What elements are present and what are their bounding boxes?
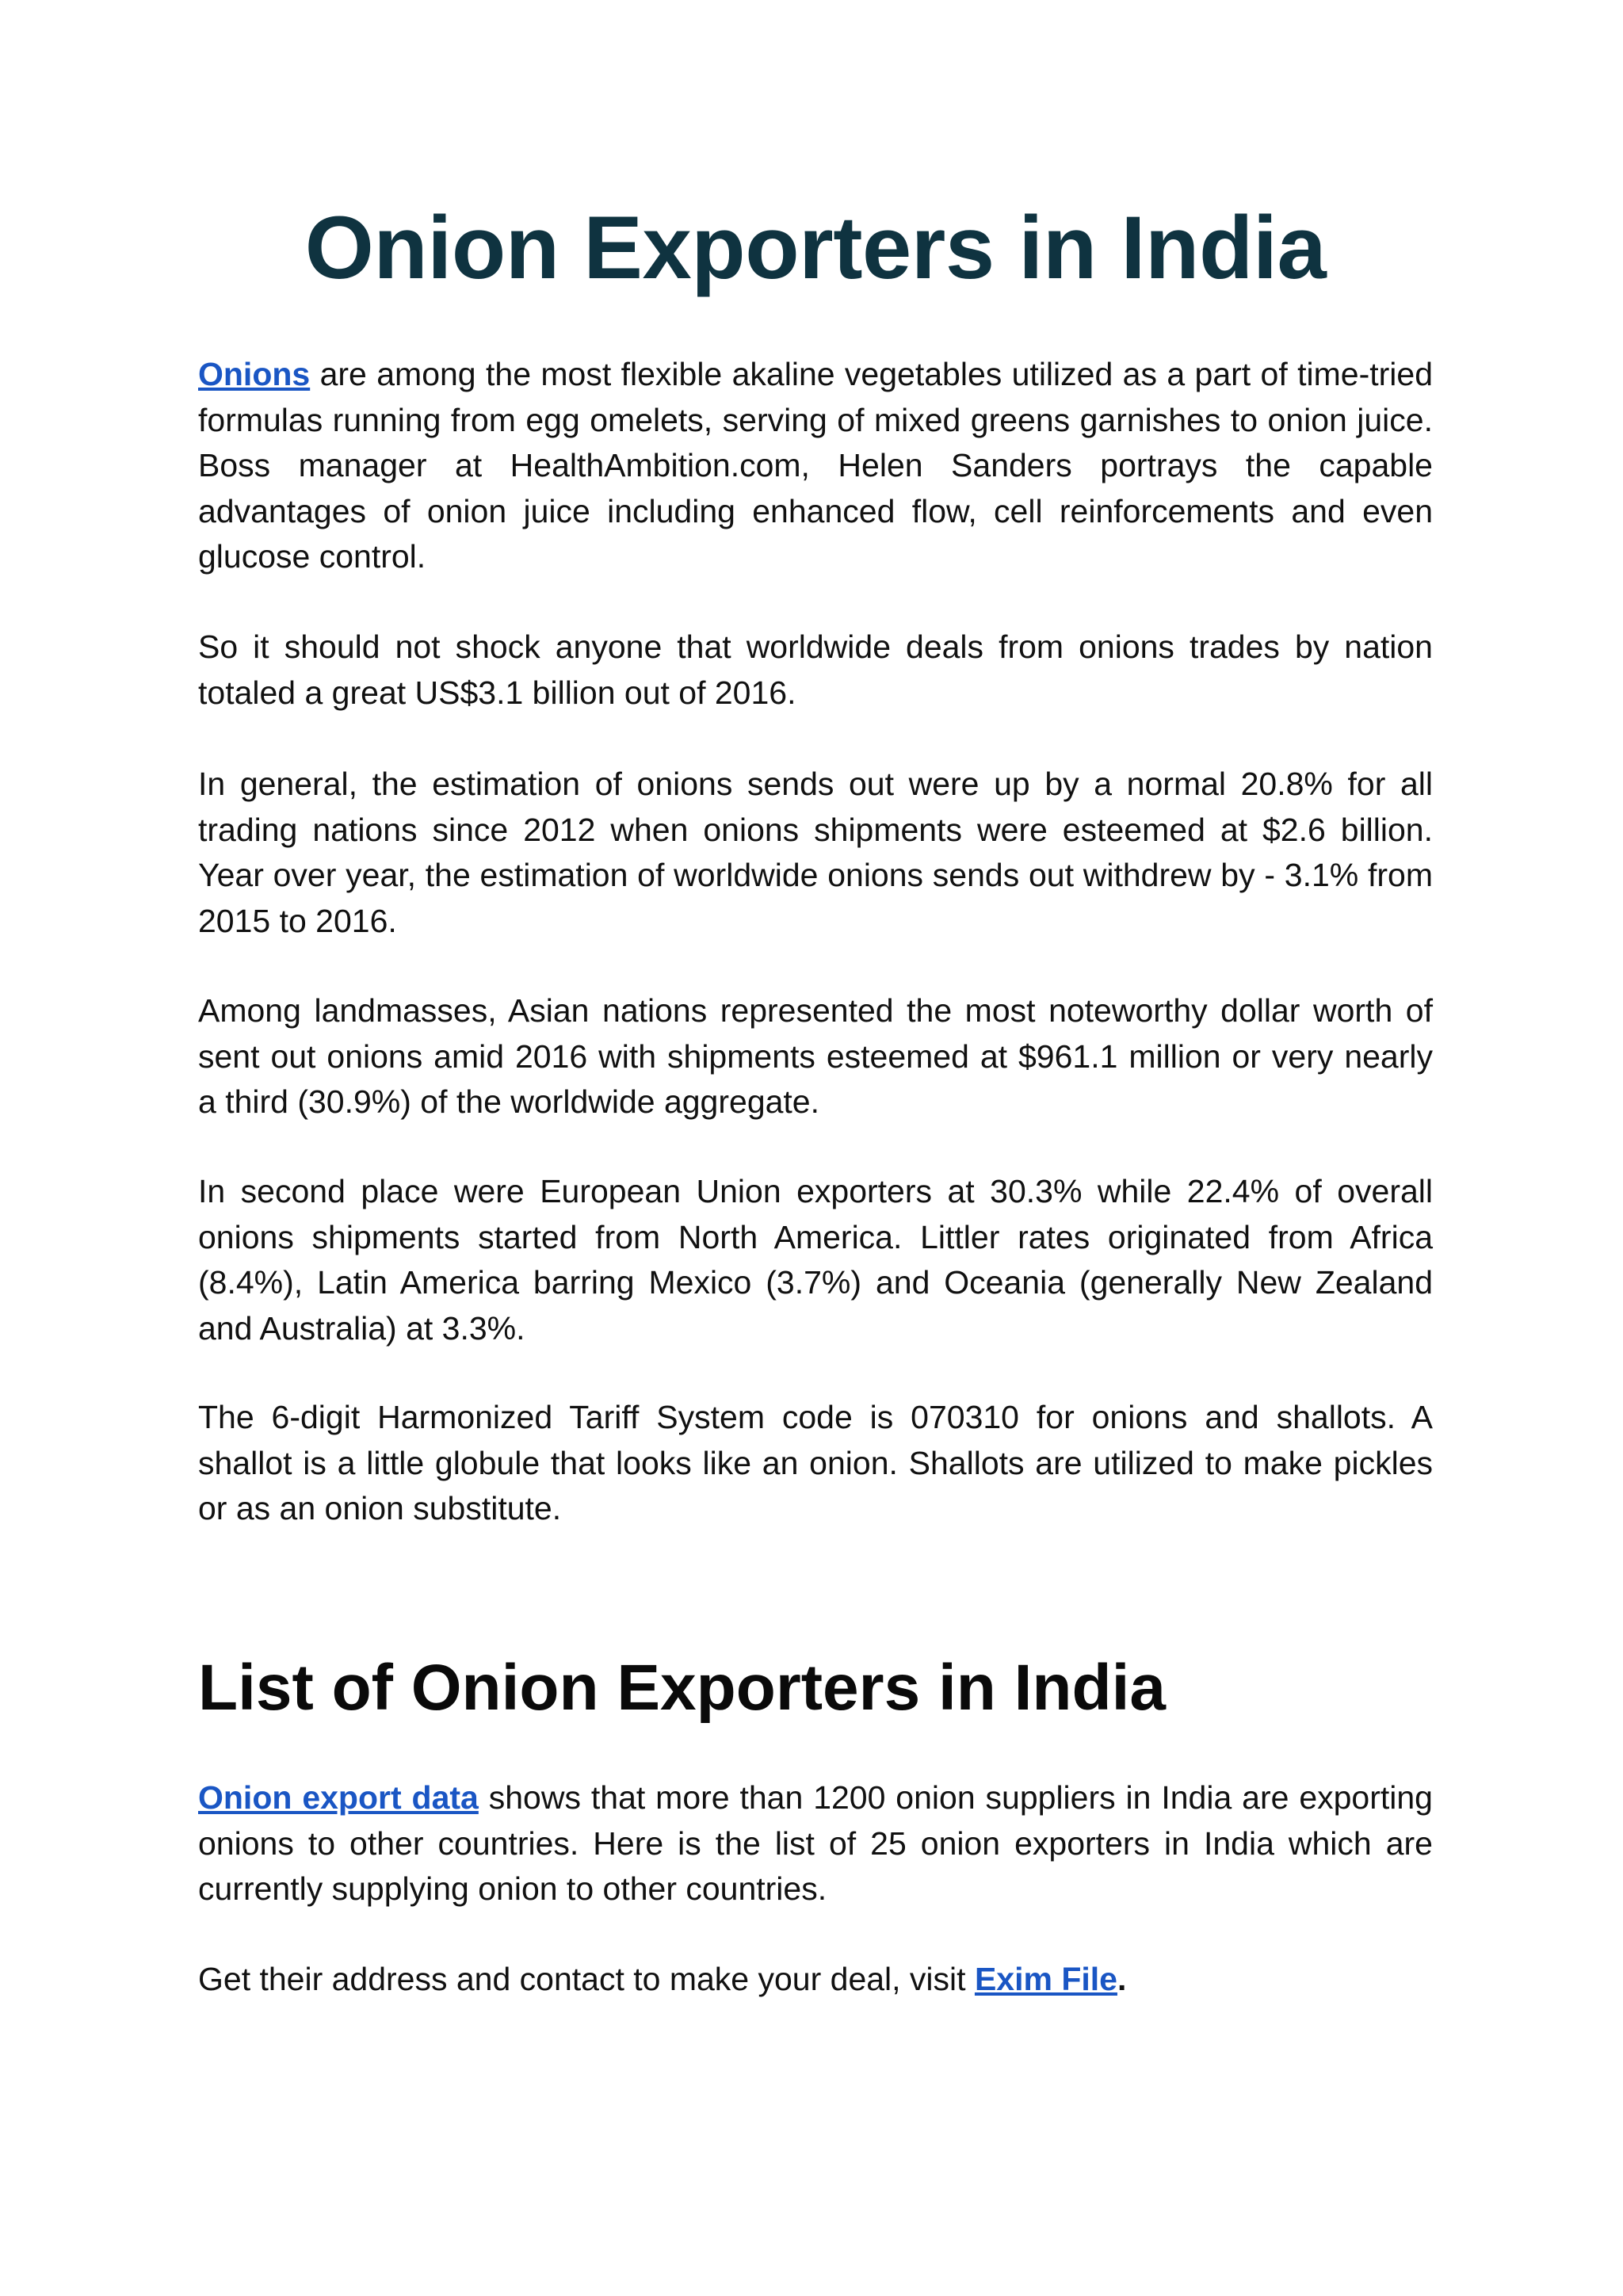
section-heading: List of Onion Exporters in India (198, 1652, 1166, 1724)
exim-file-link[interactable]: Exim File (974, 1961, 1117, 1997)
paragraph-global-sales: So it should not shock anyone that worldwide deals from onions trades by nation totaled a great US$3.1 billion out of 2016. (198, 628, 1433, 711)
paragraph-export-data (198, 1775, 1433, 1912)
visit-end: . (1117, 1961, 1127, 1997)
onion-export-data-link[interactable]: Onion export data (198, 1779, 479, 1816)
paragraph-visit (198, 1957, 1433, 2003)
page-title: Onion Exporters in India (304, 198, 1327, 297)
paragraph-regions: In second place were European Union exporters at 30.3% while 22.4% of overall onions shipments started from North America. Littler rates originated from Africa (8.4%), Latin America barring Mexico (3.7%) and Oceania (generally New Zealand and Australia) at 3.3%. (198, 1173, 1433, 1347)
export-data-text: shows that more than 1200 onion suppliers in India are exporting onions to other countries. Here is the list of 25 onion exporters in India which are currently supplying onion to other countries. (198, 1779, 1433, 1907)
intro-paragraph (198, 352, 1433, 580)
onions-link[interactable]: Onions (198, 356, 311, 392)
paragraph-growth: In general, the estimation of onions sends out were up by a normal 20.8% for all trading nations since 2012 when onions shipments were esteemed at $2.6 billion. Year over year, the estimation of worldwide onions sends out withdrew by - 3.1% from 2015 to 2016. (198, 766, 1433, 939)
visit-text: Get their address and contact to make your deal, visit (198, 1961, 975, 1997)
paragraph-asia: Among landmasses, Asian nations represented the most noteworthy dollar worth of sent out onions amid 2016 with shipments esteemed at $961.1 million or very nearly a third (30.9%) of the worldwide aggregate. (198, 992, 1433, 1120)
intro-text: are among the most flexible akaline vegetables utilized as a part of time-tried formulas running from egg omelets, serving of mixed greens garnishes to onion juice. Boss manager at HealthAmbition.com, Helen Sanders portrays the capable advantages of onion juice including enhanced flow, cell reinforcements and even glucose control. (198, 356, 1433, 575)
paragraph-hs-code: The 6-digit Harmonized Tariff System code is 070310 for onions and shallots. A shallot is a little globule that looks like an onion. Shallots are utilized to make pickles or as an onion substitute. (198, 1399, 1433, 1526)
